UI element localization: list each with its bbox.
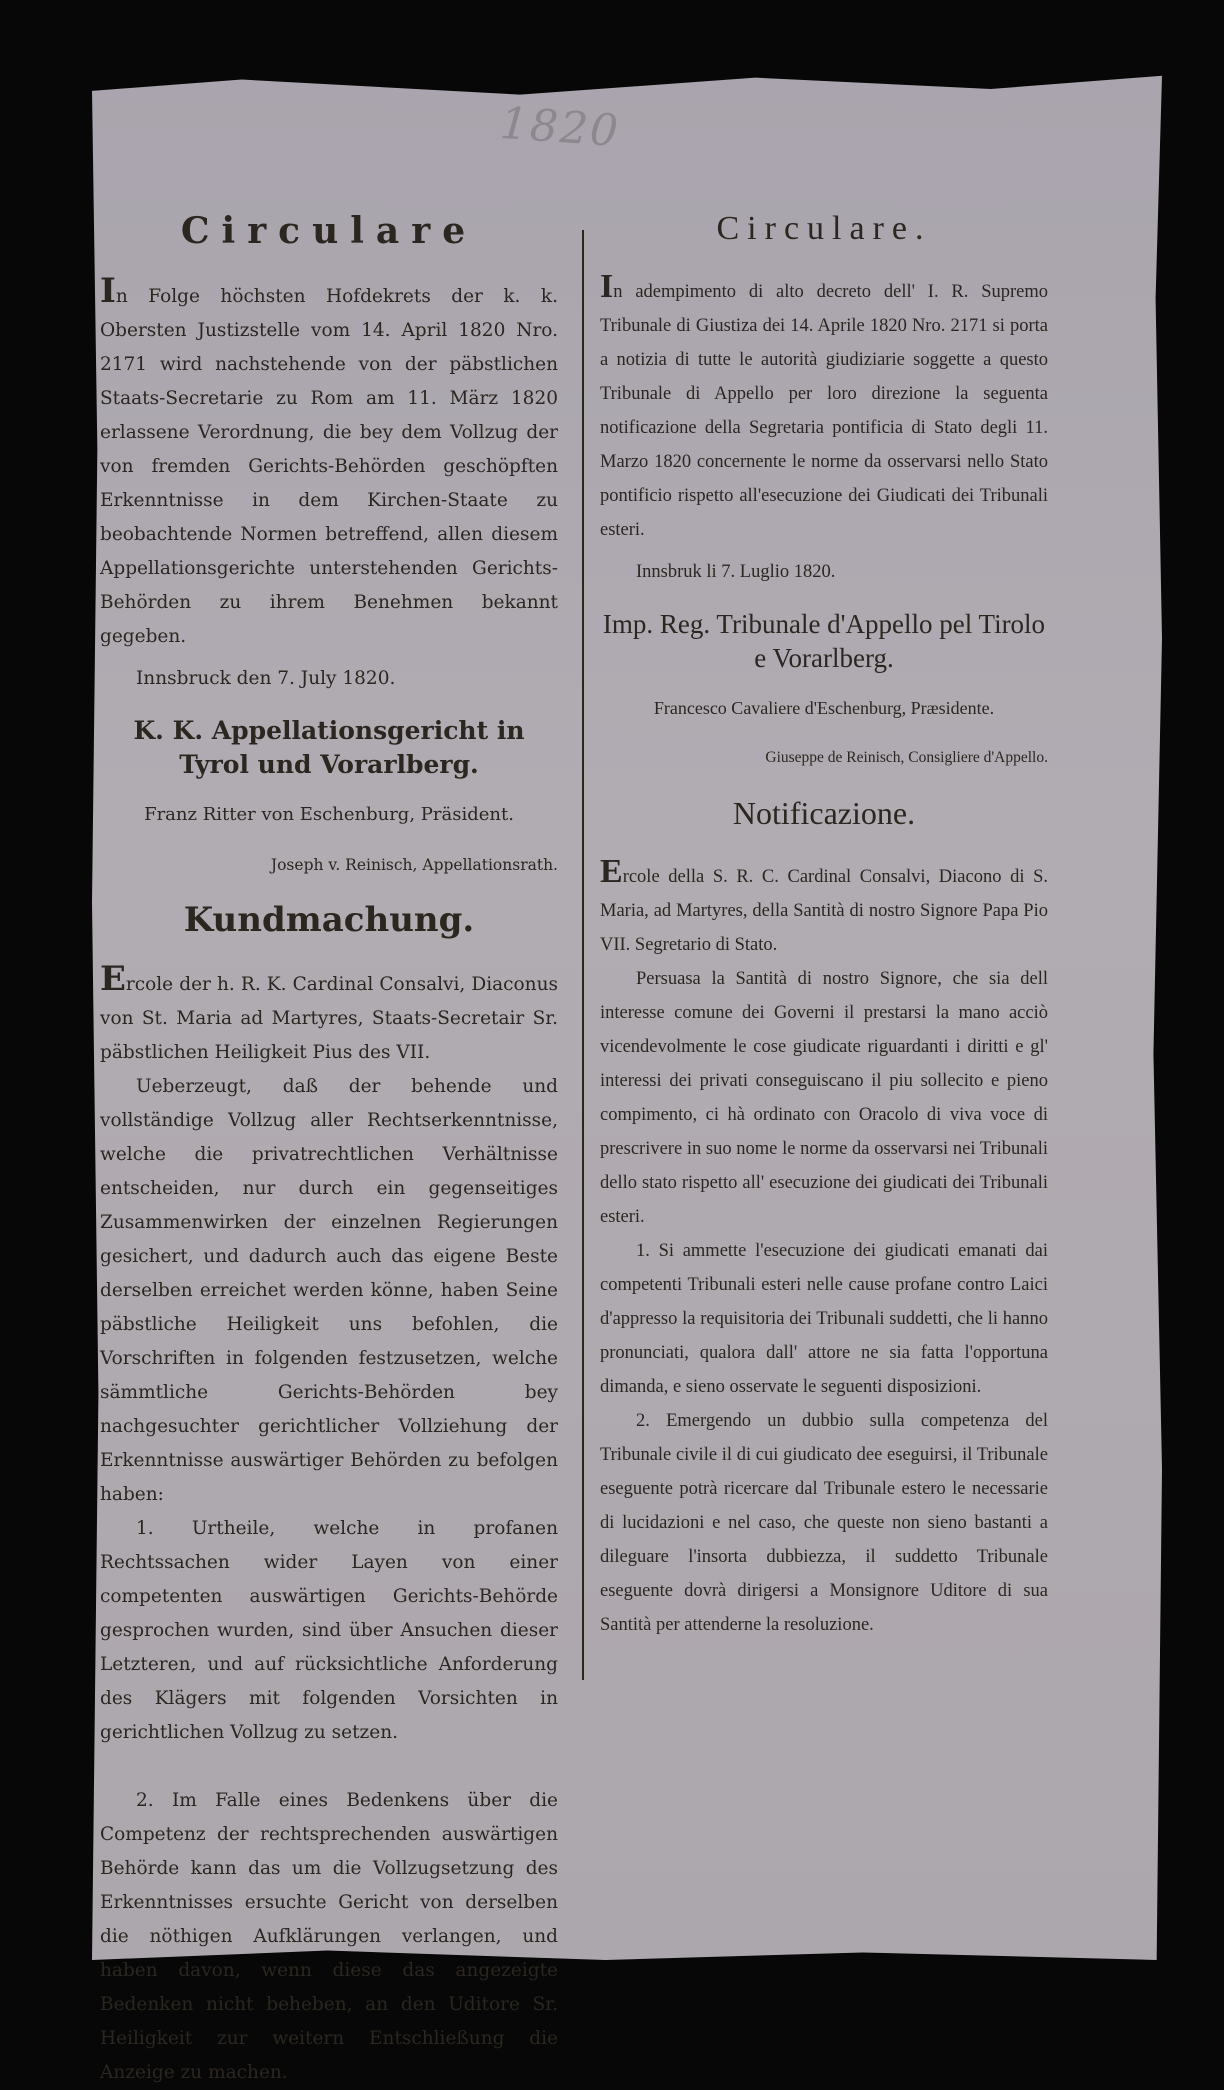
german-president: Franz Ritter von Eschenburg, Präsident. [144, 804, 514, 825]
german-title: Circulare [180, 210, 478, 252]
italian-column [600, 210, 1048, 1642]
italian-place-date: Innsbruk li 7. Luglio 1820. [636, 562, 836, 582]
italian-issuer: Ercole della S. R. C. Cardinal Consalvi, Diacono di S. Maria, ad Martyres, della Santità di nostro Signore Papa Pio VII. Segretario di Stato. [600, 853, 1048, 955]
german-notice-title: Kundmachung. [183, 900, 475, 940]
handwritten-year: 1820 [498, 97, 622, 158]
column-divider [582, 230, 584, 1680]
german-court: K. K. Appellationsgericht in Tyrol und Vorarlberg. [133, 716, 525, 779]
german-column [100, 210, 558, 2090]
italian-notice-title: Notificazione. [732, 795, 916, 831]
german-issuer: Ercole der h. R. K. Cardinal Consalvi, Diaconus von St. Maria ad Martyres, Staats-Secretair Sr. päbstlichen Heiligkeit Pius des VII. [100, 959, 558, 1063]
german-intro: In Folge höchsten Hofdekrets der k. k. Obersten Justizstelle vom 14. April 1820 Nro. 2171 wird nachstehende von der päbstlichen Staats-Secretarie zu Rom am 11. März 1820 erlassene Verordnung, die bey dem Vollzug der von fremden Gerichts-Behörden geschöpften Erkenntnisse in dem Kirchen-Staate zu beobachtende Normen betreffend, allen diesem Appellationsgerichte unterstehenden Gerichts-Behörden zu ihrem Benehmen bekannt gegeben. [100, 271, 558, 647]
italian-court: Imp. Reg. Tribunale d'Appello pel Tirolo e Vorarlberg. [602, 609, 1046, 673]
italian-paragraph: Persuasa la Santità di nostro Signore, che sia dell interesse comune dei Governi il prestarsi la mano acciò vicendevolmente le cose giudicate riguardanti i diritti e gl' interessi dei privati conseguiscano il piu sollecito e pieno compimento, ci hà ordinato con Oracolo di viva voce di prescrivere in suo nome le norme da osservarsi nei Tribunali dello stato rispetto all' esecuzione dei giudicati dei Tribunali esteri. [600, 969, 1048, 1227]
german-item-1: 1. Urtheile, welche in profanen Rechtssachen wider Layen von einer competenten auswärtigen Gerichts-Behörde gesprochen wurden, sind über Ansuchen dieser Letzteren, und auf rücksichtliche Anforderung des Klägers mit folgenden Vorsichten in gerichtlichen Vollzug zu setzen. [100, 1518, 558, 1743]
italian-president: Francesco Cavaliere d'Eschenburg, Præsidente. [653, 698, 995, 718]
german-paragraph: Ueberzeugt, daß der behende und vollständige Vollzug aller Rechtserkenntnisse, welche die privatrechtlichen Verhältnisse entscheiden, nur durch ein gegenseitiges Zusammenwirken der einzelnen Regierungen gesichert, und dadurch auch das eigene Beste derselben erreichet werden könne, haben Seine päbstliche Heiligkeit uns befohlen, die Vorschriften in folgenden festzusetzen, welche sämmtliche Gerichts-Behörden bey nachgesuchter gerichtlicher Vollziehung der Erkenntnisse auswärtiger Behörden zu befolgen haben: [100, 1076, 558, 1505]
italian-councillor: Giuseppe de Reinisch, Consigliere d'Appello. [765, 749, 1048, 766]
italian-intro: In adempimento di alto decreto dell' I. R. Supremo Tribunale di Giustiza dei 14. Aprile 1820 Nro. 2171 si porta a notizia di tutte le autorità giudiziarie soggette a questo Tribunale di Appello per loro direzione la seguenta notificazione della Segretaria pontificia di Stato degli 11. Marzo 1820 concernente le norme da osservarsi nello Stato pontificio rispetto all'esecuzione dei Giudicati dei Tribunali esteri. [600, 268, 1048, 540]
german-councillor: Joseph v. Reinisch, Appellationsrath. [270, 856, 558, 874]
german-place-date: Innsbruck den 7. July 1820. [136, 668, 396, 689]
italian-item-1: 1. Si ammette l'esecuzione dei giudicati emanati dai competenti Tribunali esteri nelle cause profane contro Laici d'appresso la requisitoria dei Tribunali suddetti, che li hanno pronunciati, qualora dall' attore ne sia fatta l'opportuna dimanda, e sieno osservate le seguenti disposizioni. [600, 1241, 1048, 1397]
italian-title: Circulare. [716, 210, 932, 247]
german-item-2: 2. Im Falle eines Bedenkens über die Competenz der rechtsprechenden auswärtigen Behörde kann das um die Vollzugsetzung des Erkenntnisses ersuchte Gericht von derselben die nöthigen Aufklärungen verlangen, und haben davon, wenn diese das angezeigte Bedenken nicht beheben, an den Uditore Sr. Heiligkeit zur weitern Entschließung die Anzeige zu machen. [100, 1790, 558, 2083]
italian-item-2: 2. Emergendo un dubbio sulla competenza del Tribunale civile il di cui giudicato dee eseguirsi, il Tribunale eseguente potrà ricercare dal Tribunale estero le necessarie di lucidazioni e nel caso, che queste non sieno bastanti a dileguare l'insorta dubbiezza, il suddetto Tribunale eseguente dovrà dirigersi a Monsignore Uditore di sua Santità per attenderne la resoluzione. [600, 1411, 1048, 1635]
